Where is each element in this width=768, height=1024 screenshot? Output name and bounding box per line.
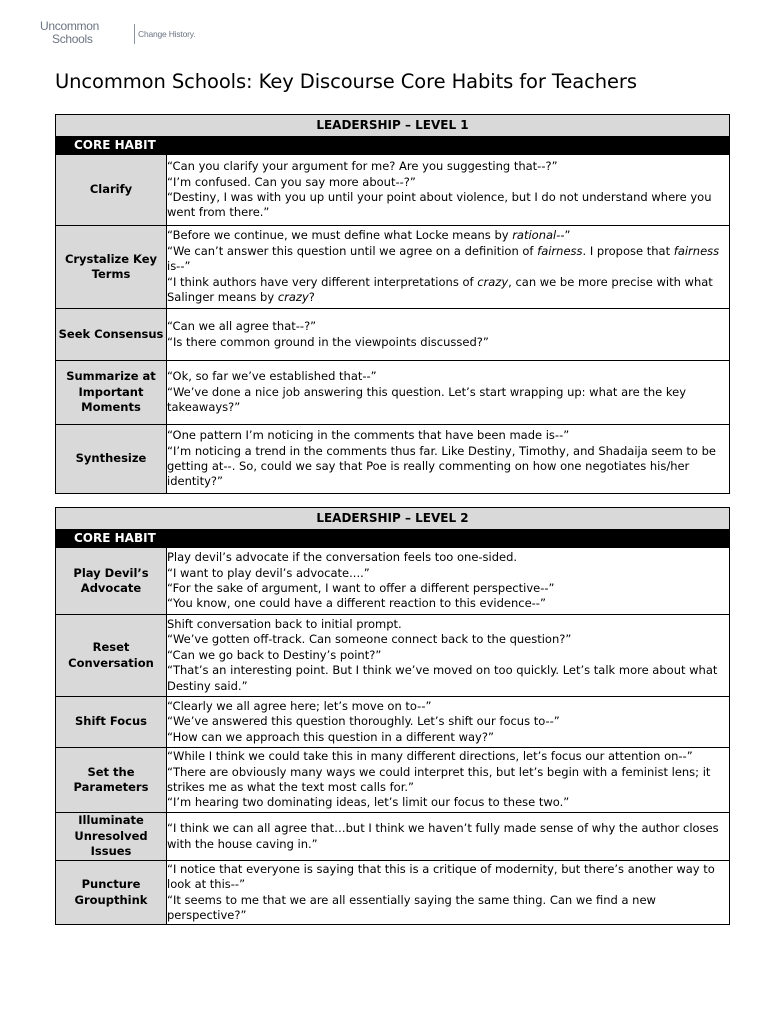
habit-examples <box>167 615 730 697</box>
example-line: “You know, one could have a different reaction to this evidence--” <box>167 596 546 611</box>
example-line: “One pattern I’m noticing in the comments that have been made is--” <box>167 428 570 443</box>
habit-name: Reset Conversation <box>56 615 167 697</box>
example-line: “I want to play devil’s advocate....” <box>167 565 370 580</box>
logo-wordmark <box>40 19 99 46</box>
example-line: “Clearly we all agree here; let’s move on to--” <box>167 698 432 713</box>
habit-examples <box>167 226 730 309</box>
example-line: “We’ve gotten off-track. Can someone connect back to the question?” <box>167 632 572 647</box>
table-level-heading: LEADERSHIP – LEVEL 2 <box>56 508 730 530</box>
example-line: “While I think we could take this in many different directions, let’s focus our attention on--” <box>167 749 693 764</box>
habit-examples <box>167 861 730 925</box>
habit-name: Play Devil’s Advocate <box>56 548 167 615</box>
habit-name: Crystalize Key Terms <box>56 226 167 309</box>
logo-tagline: Change History. <box>138 29 196 39</box>
logo-line-1: Uncommon <box>40 19 99 33</box>
logo-divider <box>134 24 135 44</box>
example-line: “Is there common ground in the viewpoints discussed?” <box>167 334 489 349</box>
page-title: Uncommon Schools: Key Discourse Core Habits for Teachers <box>55 70 637 93</box>
table-row <box>56 697 730 748</box>
example-line: “We’ve done a nice job answering this question. Let’s start wrapping up: what are the key takeaways?” <box>167 384 686 415</box>
example-line: “That’s an interesting point. But I think we’ve moved on too quickly. Let’s talk more about what Destiny said.” <box>167 663 718 693</box>
habit-examples <box>167 548 730 615</box>
example-line: “How can we approach this question in a different way?” <box>167 729 494 744</box>
example-line: “I think we can all agree that…but I think we haven’t fully made sense of why the author closes with the house caving in.” <box>167 821 719 851</box>
core-habit-column-header: CORE HABIT <box>56 530 730 548</box>
table-row <box>56 615 730 697</box>
habit-name: Summarize at Important Moments <box>56 361 167 425</box>
habit-name: Shift Focus <box>56 697 167 748</box>
example-line: “We can’t answer this question until we agree on a definition of fairness. I propose that fairness is--” <box>167 243 720 274</box>
habit-examples <box>167 748 730 813</box>
table-row <box>56 748 730 813</box>
example-line: “I notice that everyone is saying that this is a critique of modernity, but there’s another way to look at this--” <box>167 861 715 892</box>
table-row <box>56 226 730 309</box>
table-row <box>56 813 730 861</box>
habit-name: Puncture Groupthink <box>56 861 167 925</box>
example-line: “Can we go back to Destiny’s point?” <box>167 647 382 662</box>
table-row <box>56 309 730 361</box>
example-line: Shift conversation back to initial prompt. <box>167 616 402 631</box>
habit-examples <box>167 425 730 494</box>
habit-name: Illuminate Unresolved Issues <box>56 813 167 861</box>
habit-examples <box>167 697 730 748</box>
example-line: “There are obviously many ways we could interpret this, but let’s begin with a feminist lens; it strikes me as what the text most calls for.” <box>167 764 711 794</box>
logo-line-2: Schools <box>52 32 93 46</box>
core-habit-column-header: CORE HABIT <box>56 137 730 155</box>
habit-examples <box>167 155 730 226</box>
habit-examples <box>167 813 730 861</box>
example-line: “Can you clarify your argument for me? Are you suggesting that--?” <box>167 159 558 174</box>
example-line: “Before we continue, we must define what Locke means by rational--” <box>167 228 571 243</box>
habit-name: Set the Parameters <box>56 748 167 813</box>
example-line: “I’m noticing a trend in the comments thus far. Like Destiny, Timothy, and Shadaija seem to be getting at--. So, could we say that Poe is really commenting on how one negotiates his/her identity?” <box>167 443 716 489</box>
habit-examples <box>167 309 730 361</box>
table-row <box>56 861 730 925</box>
habit-name: Seek Consensus <box>56 309 167 361</box>
example-line: “For the sake of argument, I want to offer a different perspective--” <box>167 581 555 595</box>
example-line: “Can we all agree that--?” <box>167 319 317 334</box>
table-level-heading: LEADERSHIP – LEVEL 1 <box>56 115 730 137</box>
level-1-table <box>55 114 730 494</box>
example-line: “I’m confused. Can you say more about--?” <box>167 174 416 189</box>
example-line: “Destiny, I was with you up until your point about violence, but I do not understand where you went from there.” <box>167 190 712 220</box>
habit-name: Clarify <box>56 155 167 226</box>
example-line: “We’ve answered this question thoroughly. Let’s shift our focus to--” <box>167 714 560 729</box>
level-2-table <box>55 507 730 925</box>
example-line: “Ok, so far we’ve established that--” <box>167 369 377 384</box>
example-line: Play devil’s advocate if the conversation feels too one-sided. <box>167 550 518 565</box>
example-line: “I’m hearing two dominating ideas, let’s limit our focus to these two.” <box>167 795 570 810</box>
table-row <box>56 155 730 226</box>
habit-name: Synthesize <box>56 425 167 494</box>
table-row <box>56 425 730 494</box>
example-line: “It seems to me that we are all essentially saying the same thing. Can we find a new perspective?” <box>167 892 656 922</box>
habit-examples <box>167 361 730 425</box>
example-line: “I think authors have very different interpretations of crazy, can we be more precise with what Salinger means by crazy? <box>167 274 713 305</box>
table-row <box>56 548 730 615</box>
table-row <box>56 361 730 425</box>
